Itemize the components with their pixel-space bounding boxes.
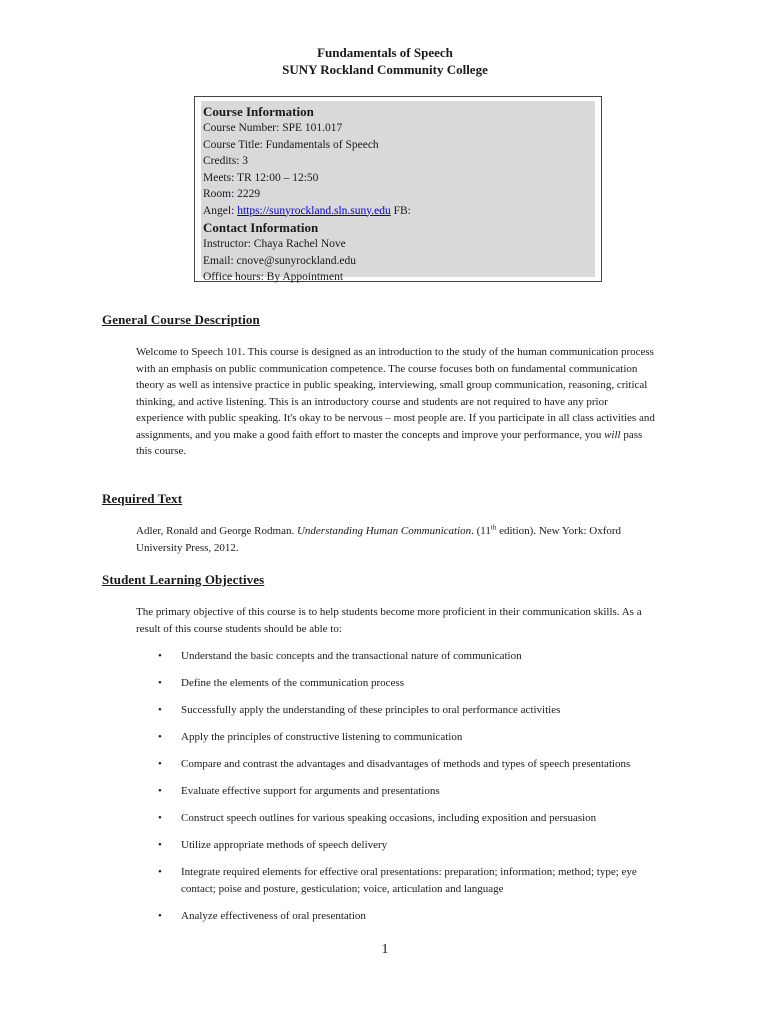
angel-label: Angel: [203,204,238,217]
bullet-icon: • [158,866,162,878]
fb-label: FB: [390,204,411,217]
course-number: Course Number: SPE 101.017 [203,122,343,134]
list-item [136,908,656,925]
list-item [136,675,656,692]
course-info-heading: Course Information [203,104,314,119]
general-description-part1: Welcome to Speech 101. This course is designed as an introduction to the study of the human communication process with an emphasis on public communication competence. The course focuses both on fundamental communication theory as well as intensive practice in public speaking, interviewing, small group communication, reasoning, critical thinking, and active listening. This is an introductory course and students are not required to have any prior experience with public speaking. It's okay to be nervous – most people are. If you participate in all class activities and assignments, and you make a good faith effort to master the concepts and improve your performance, you [136,346,655,441]
bullet-icon: • [158,812,162,824]
bullet-icon: • [158,677,162,689]
required-text-citation [136,523,656,556]
list-item-text: Evaluate effective support for arguments and presentations [181,785,440,797]
course-info-content [201,101,595,283]
list-item [136,648,656,665]
list-item-text: Understand the basic concepts and the transactional nature of communication [181,650,522,662]
list-item-text: Apply the principles of constructive listening to communication [181,731,463,743]
list-item [136,783,656,800]
citation-authors: Adler, Ronald and George Rodman. [136,525,297,537]
document-title: Fundamentals of Speech [317,45,453,60]
bullet-icon: • [158,758,162,770]
document-header [0,44,770,78]
course-room: Room: 2229 [203,188,261,200]
citation-edition-sup: th [490,523,497,532]
list-item-text: Define the elements of the communication process [181,677,404,689]
list-item-text: Integrate required elements for effective oral presentations: preparation; information; method; type; eye contact; poise and posture, gesticulation; voice, articulation and language [181,866,637,895]
required-text-heading: Required Text [102,491,183,506]
list-item-text: Compare and contrast the advantages and disadvantages of methods and types of speech presentations [181,758,631,770]
objectives-list [136,648,656,935]
college-name: SUNY Rockland Community College [282,62,488,77]
angel-line [203,203,595,220]
list-item [136,702,656,719]
list-item [136,864,656,897]
bullet-icon: • [158,704,162,716]
general-description-heading: General Course Description [102,312,260,327]
instructor-name: Instructor: Chaya Rachel Nove [203,238,346,250]
list-item-text: Construct speech outlines for various speaking occasions, including exposition and persuasion [181,812,597,824]
page-number: 1 [381,942,389,957]
list-item-text: Utilize appropriate methods of speech delivery [181,839,388,851]
instructor-email: Email: cnove@sunyrockland.edu [203,254,357,267]
course-meets: Meets: TR 12:00 – 12:50 [203,171,319,184]
general-description-emphasis: will [604,428,621,441]
course-credits: Credits: 3 [203,155,249,167]
citation-edition-post: edition). New York: Oxford University Press, 2012. [136,525,622,554]
bullet-icon: • [158,909,162,922]
list-item-text: Analyze effectiveness of oral presentation [181,909,366,922]
list-item [136,729,656,746]
citation-edition-pre: . (11 [471,525,491,537]
bullet-icon: • [158,839,162,851]
list-item [136,810,656,827]
angel-link[interactable]: https://sunyrockland.sln.suny.edu [237,204,391,217]
objectives-intro: The primary objective of this course is to help students become more proficient in their communication skills. As a result of this course students should be able to: [136,606,642,635]
course-info-box [194,96,602,282]
list-item [136,837,656,854]
objectives-heading: Student Learning Objectives [102,572,265,587]
contact-info-heading: Contact Information [203,220,319,235]
list-item [136,756,656,773]
bullet-icon: • [158,785,162,797]
general-description-text [136,344,656,460]
list-item-text: Successfully apply the understanding of these principles to oral performance activities [181,704,561,716]
course-title: Course Title: Fundamentals of Speech [203,138,379,151]
bullet-icon: • [158,731,162,743]
citation-book-title: Understanding Human Communication [296,525,472,537]
office-hours: Office hours: By Appointment [203,271,344,283]
general-description-part2: pass this course. [136,428,643,457]
bullet-icon: • [158,650,162,662]
